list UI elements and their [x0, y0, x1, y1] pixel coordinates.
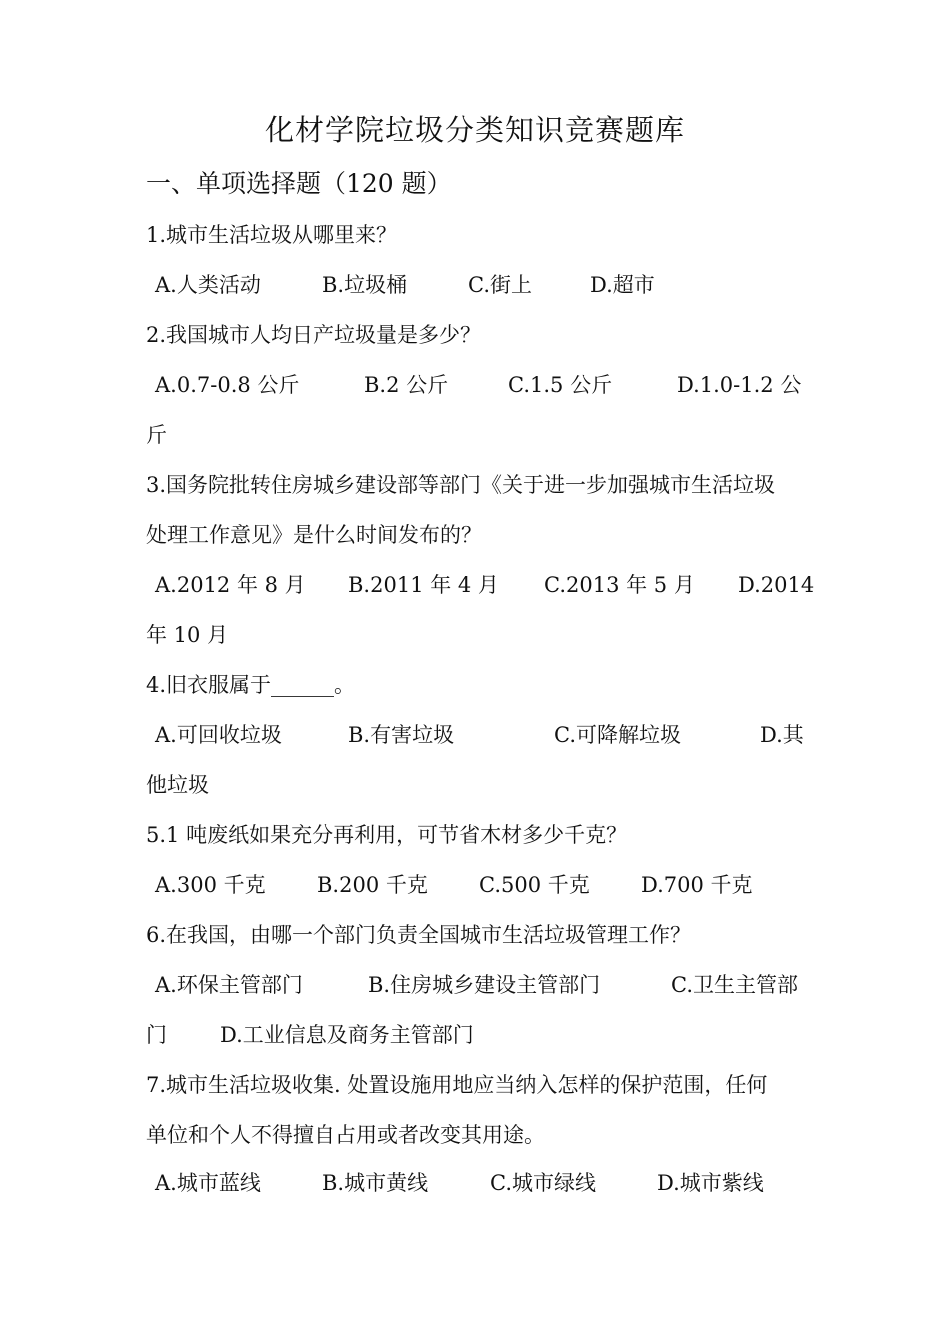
document-title: 化材学院垃圾分类知识竞赛题库	[264, 113, 685, 147]
question-4-text: 4.旧衣服属于______。	[146, 673, 356, 697]
question-2-option-d: D.1.0-1.2 公	[677, 373, 802, 397]
question-7-option-c: C.城市绿线	[490, 1171, 596, 1195]
question-6-option-d: D.工业信息及商务主管部门	[220, 1023, 474, 1047]
question-5-option-a: A.300 千克	[155, 873, 266, 897]
question-5-option-c: C.500 千克	[479, 873, 590, 897]
question-7-text-line-2: 单位和个人不得擅自占用或者改变其用途。	[146, 1123, 545, 1147]
section-title: 一、单项选择题（120 题）	[146, 169, 452, 198]
question-7-option-d: D.城市紫线	[657, 1171, 764, 1195]
question-2-option-b: B.2 公斤	[364, 373, 449, 397]
question-4-option-d-wrap: 他垃圾	[146, 773, 209, 797]
question-5-option-d: D.700 千克	[641, 873, 753, 897]
question-6-option-b: B.住房城乡建设主管部门	[368, 973, 601, 997]
question-5-text: 5.1 吨废纸如果充分再利用，可节省木材多少千克？	[146, 823, 628, 847]
question-4-option-a: A.可回收垃圾	[155, 723, 282, 747]
question-3-option-a: A.2012 年 8 月	[155, 573, 306, 597]
question-4-option-d: D.其	[760, 723, 804, 747]
question-6-option-a: A.环保主管部门	[155, 973, 303, 997]
question-1-text: 1.城市生活垃圾从哪里来？	[146, 223, 398, 247]
question-7-option-a: A.城市蓝线	[155, 1171, 261, 1195]
question-2-option-a: A.0.7-0.8 公斤	[155, 373, 300, 397]
question-7-text-line-1: 7.城市生活垃圾收集. 处置设施用地应当纳入怎样的保护范围，任何	[146, 1073, 768, 1097]
question-2-option-d-wrap: 斤	[146, 423, 167, 447]
question-4-option-c: C.可降解垃圾	[554, 723, 681, 747]
question-3-option-b: B.2011 年 4 月	[348, 573, 499, 597]
question-3-text-line-1: 3.国务院批转住房城乡建设部等部门《关于进一步加强城市生活垃圾	[146, 473, 776, 497]
question-6-option-c-wrap: 门	[146, 1023, 167, 1047]
question-1-option-a: A.人类活动	[155, 273, 261, 297]
question-3-option-d-wrap: 年 10 月	[146, 623, 229, 647]
question-2-option-c: C.1.5 公斤	[508, 373, 613, 397]
question-4-option-b: B.有害垃圾	[348, 723, 455, 747]
question-1-option-d: D.超市	[590, 273, 655, 297]
question-2-text: 2.我国城市人均日产垃圾量是多少？	[146, 323, 482, 347]
question-6-text: 6.在我国，由哪一个部门负责全国城市生活垃圾管理工作？	[146, 923, 692, 947]
question-3-option-c: C.2013 年 5 月	[544, 573, 695, 597]
question-1-option-c: C.街上	[468, 273, 532, 297]
question-3-option-d: D.2014	[738, 573, 815, 597]
question-1-option-b: B.垃圾桶	[322, 273, 408, 297]
question-3-text-line-2: 处理工作意见》是什么时间发布的？	[146, 523, 482, 547]
question-7-option-b: B.城市黄线	[322, 1171, 429, 1195]
question-5-option-b: B.200 千克	[317, 873, 428, 897]
question-6-option-c: C.卫生主管部	[671, 973, 798, 997]
